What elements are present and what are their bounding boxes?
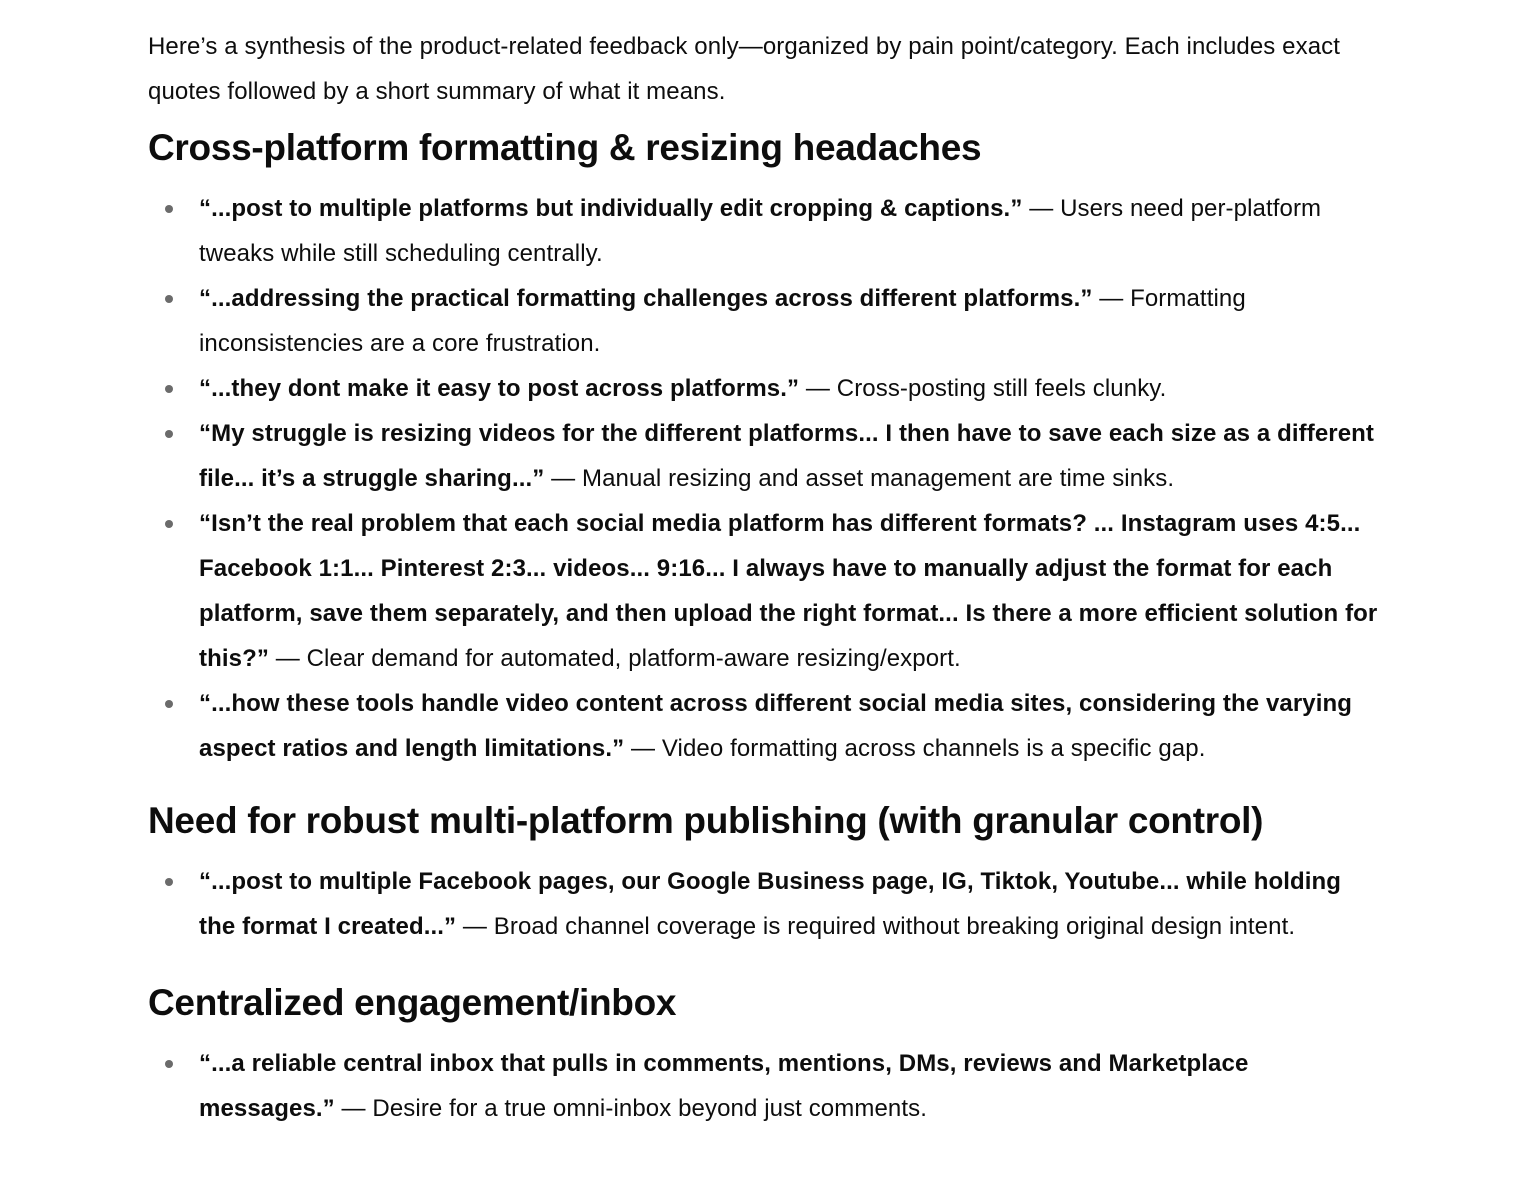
list-item (199, 366, 1378, 411)
list-item (199, 186, 1378, 276)
bullet-icon (165, 878, 173, 886)
list-item (199, 411, 1378, 501)
summary-text: — Clear demand for automated, platform-aware resizing/export. (268, 645, 961, 672)
feedback-list-multi-platform (148, 859, 1378, 949)
list-item (199, 859, 1378, 949)
bullet-icon (165, 295, 173, 303)
quote-text: “Isn’t the real problem that each social media platform has different formats? ... Instagram uses 4:5... Facebook 1:1... Pinterest 2:3... videos... 9:16... I always have to manually adjust the format for each platform, save them separately, and then upload the right format... Is there a more efficient solution for this?” (199, 510, 1378, 672)
summary-text: — Desire for a true omni-inbox beyond just comments. (334, 1095, 927, 1122)
feedback-list-inbox (148, 1041, 1378, 1131)
quote-text: “...post to multiple platforms but individually edit cropping & captions.” (199, 195, 1023, 222)
quote-text: “...post to multiple Facebook pages, our Google Business page, IG, Tiktok, Youtube... while holding the format I created...” (199, 868, 1342, 940)
summary-text: — Cross-posting still feels clunky. (799, 375, 1167, 402)
quote-text: “...a reliable central inbox that pulls in comments, mentions, DMs, reviews and Marketplace messages.” (199, 1050, 1249, 1122)
bullet-icon (165, 1060, 173, 1068)
summary-text: — Video formatting across channels is a specific gap. (624, 735, 1206, 762)
summary-text: — Users need per-platform tweaks while still scheduling centrally. (199, 195, 1322, 267)
intro-paragraph: Here’s a synthesis of the product-related feedback only—organized by pain point/category. Each includes exact quotes followed by a short summary of what it means. (148, 33, 1341, 105)
quote-text: “...addressing the practical formatting challenges across different platforms.” (199, 285, 1093, 312)
quote-text: “...how these tools handle video content across different social media sites, considering the varying aspect ratios and length limitations.” (199, 690, 1353, 762)
section-heading-multi-platform: Need for robust multi-platform publishing (with granular control) (148, 800, 1264, 841)
quote-text: “...they dont make it easy to post across platforms.” (199, 375, 800, 402)
bullet-icon (165, 700, 173, 708)
list-item (199, 681, 1378, 771)
section-heading-formatting: Cross-platform formatting & resizing headaches (148, 127, 982, 168)
list-item (199, 501, 1378, 681)
list-item (199, 1041, 1378, 1131)
list-item (199, 276, 1378, 366)
bullet-icon (165, 520, 173, 528)
summary-text: — Broad channel coverage is required without breaking original design intent. (456, 913, 1296, 940)
feedback-list-formatting (148, 186, 1378, 771)
response-document (148, 24, 1378, 1131)
bullet-icon (165, 385, 173, 393)
bullet-icon (165, 205, 173, 213)
section-heading-inbox: Centralized engagement/inbox (148, 982, 677, 1023)
quote-text: “My struggle is resizing videos for the different platforms... I then have to save each size as a different file... it’s a struggle sharing...” (199, 420, 1375, 492)
summary-text: — Formatting inconsistencies are a core frustration. (199, 285, 1246, 357)
summary-text: — Manual resizing and asset management are time sinks. (544, 465, 1175, 492)
bullet-icon (165, 430, 173, 438)
